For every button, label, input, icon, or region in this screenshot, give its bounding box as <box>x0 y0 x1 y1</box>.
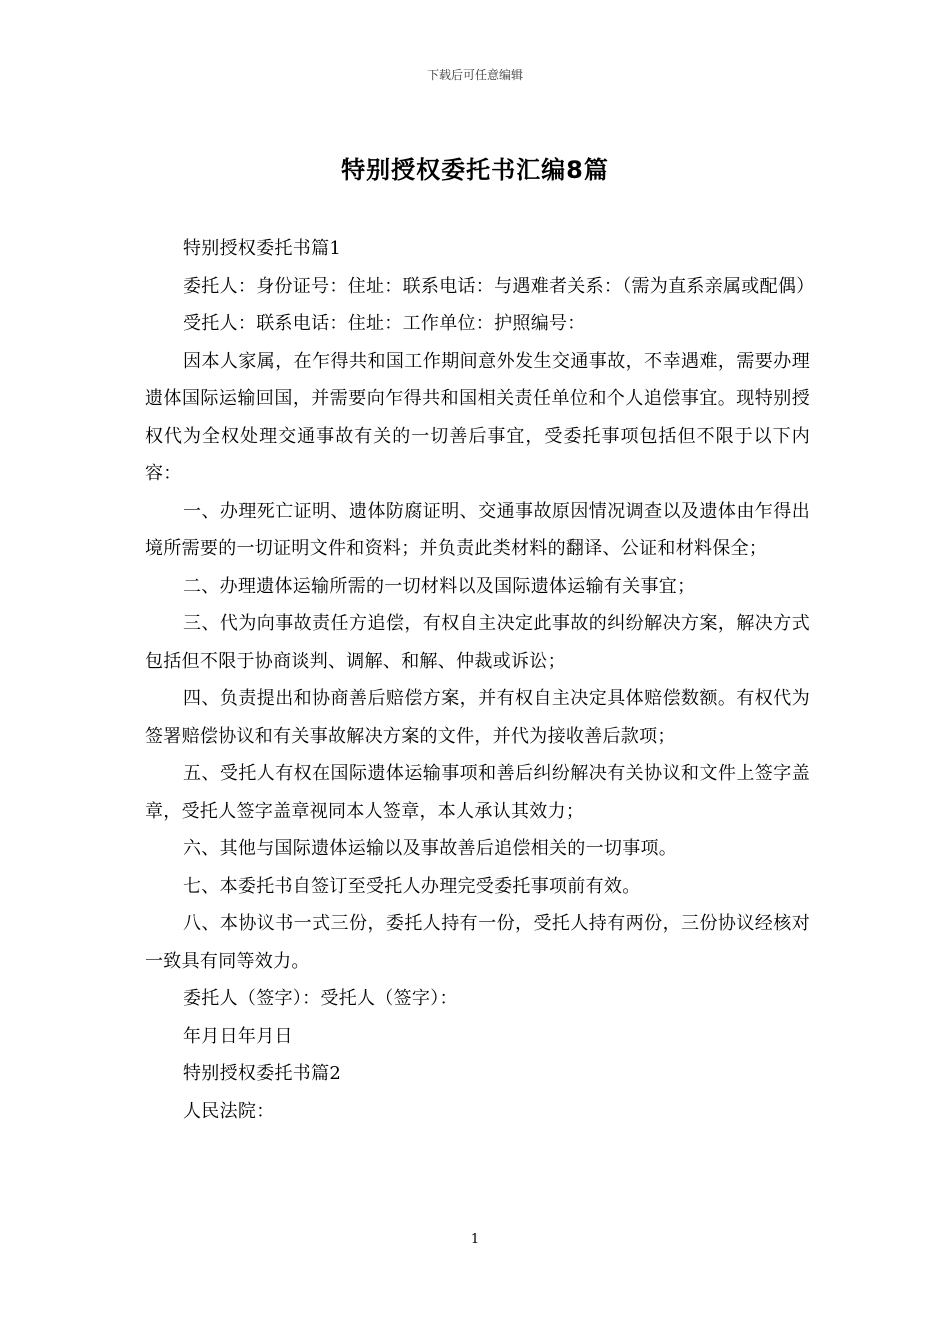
section-heading-1: 特别授权委托书篇1 <box>183 238 342 259</box>
paragraph-signatures: 委托人（签字）：受托人（签字）： <box>183 988 458 1009</box>
document-body <box>145 230 815 1130</box>
paragraph-item-6: 六、其他与国际遗体运输以及事故善后追偿相关的一切事项。 <box>183 838 678 859</box>
paragraph-item-8: 八、本协议书一式三份，委托人持有一份，受托人持有两份，三份协议经核对一致具有同等效力。 <box>145 913 810 972</box>
paragraph-background: 因本人家属，在乍得共和国工作期间意外发生交通事故，不幸遇难，需要办理遗体国际运输回国，并需要向乍得共和国相关责任单位和个人追偿事宜。现特别授权代为全权处理交通事故有关的一切善后事宜，受委托事项包括但不限于以下内容： <box>145 350 810 484</box>
paragraph-item-1: 一、办理死亡证明、遗体防腐证明、交通事故原因情况调查以及遗体由乍得出境所需要的一切证明文件和资料；并负责此类材料的翻译、公证和材料保全； <box>145 500 810 559</box>
paragraph-item-3: 三、代为向事故责任方追偿，有权自主决定此事故的纠纷解决方案，解决方式包括但不限于协商谈判、调解、和解、仲裁或诉讼； <box>145 613 810 672</box>
section-heading-2: 特别授权委托书篇2 <box>183 1063 342 1084</box>
paragraph-court: 人民法院： <box>183 1100 275 1122</box>
paragraph-item-2: 二、办理遗体运输所需的一切材料以及国际遗体运输有关事宜； <box>183 575 696 597</box>
paragraph-dates: 年月日年月日 <box>183 1025 293 1047</box>
paragraph-principal: 委托人：身份证号：住址：联系电话：与遇难者关系：（需为直系亲属或配偶） <box>183 275 815 297</box>
paragraph-item-7: 七、本委托书自签订至受托人办理完受委托事项前有效。 <box>183 875 641 897</box>
document-title: 特别授权委托书汇编8篇 <box>341 156 609 184</box>
header-note: 下载后可任意编辑 <box>426 68 523 82</box>
paragraph-item-5: 五、受托人有权在国际遗体运输事项和善后纠纷解决有关协议和文件上签字盖章，受托人签字盖章视同本人签章，本人承认其效力； <box>145 763 810 822</box>
paragraph-item-4: 四、负责提出和协商善后赔偿方案，并有权自主决定具体赔偿数额。有权代为签署赔偿协议和有关事故解决方案的文件，并代为接收善后款项； <box>145 688 810 747</box>
paragraph-agent: 受托人：联系电话：住址：工作单位：护照编号： <box>183 313 586 334</box>
page-number: 1 <box>470 1232 480 1247</box>
